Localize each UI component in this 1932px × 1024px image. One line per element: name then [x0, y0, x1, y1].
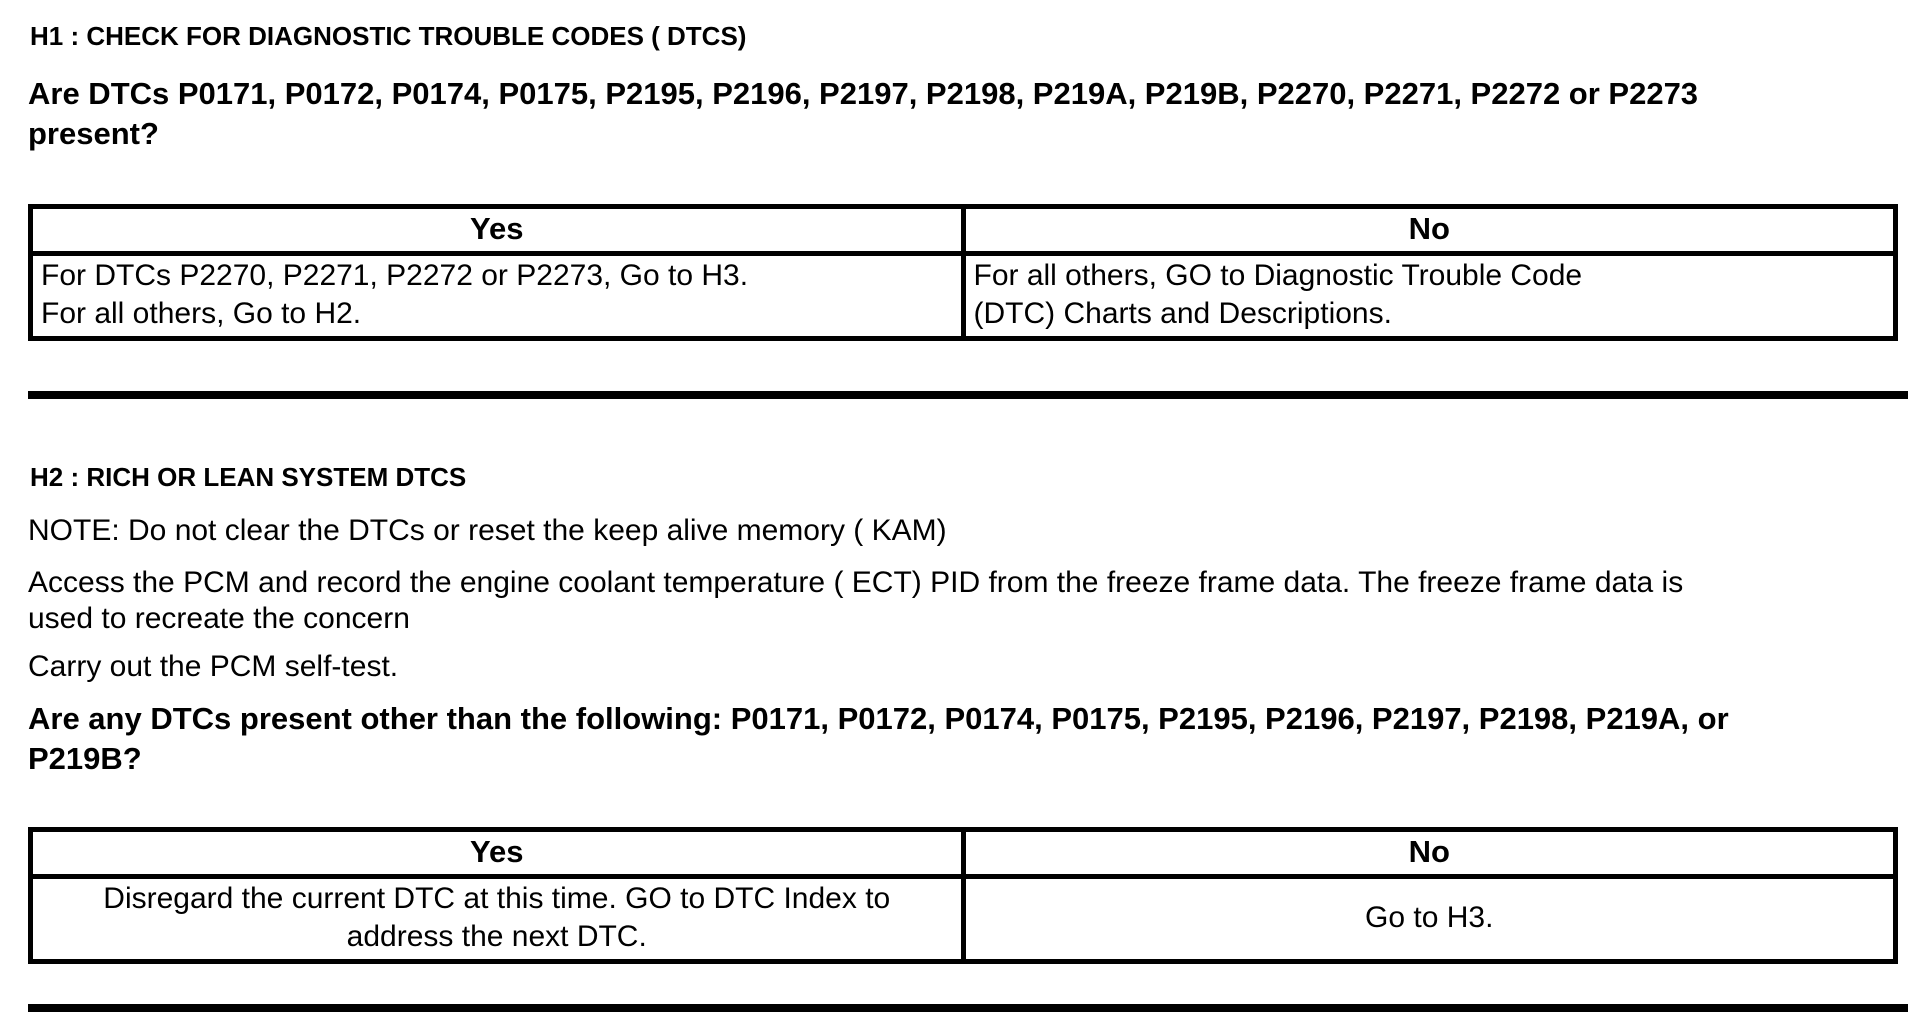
h2-no-action-cell: Go to H3.	[963, 877, 1896, 962]
section-divider-2	[28, 1004, 1908, 1012]
h2-decision-table	[28, 827, 1898, 964]
h2-yes-action-cell	[31, 877, 964, 962]
h1-decision-table	[28, 204, 1898, 341]
h2-note: NOTE: Do not clear the DTCs or reset the keep alive memory ( KAM)	[28, 514, 947, 547]
h2-yes-action-line-1: Disregard the current DTC at this time. GO to DTC Index to	[103, 882, 891, 915]
h1-table-action-row	[31, 254, 1896, 339]
h1-no-action-cell	[963, 254, 1896, 339]
h2-yes-column-header: Yes	[31, 830, 964, 877]
h2-question-line-1: Are any DTCs present other than the following: P0171, P0172, P0174, P0175, P2195, P2196, P2197, P2198, P219A, or	[28, 701, 1729, 736]
h2-carry-out-step: Carry out the PCM self-test.	[28, 650, 399, 683]
h1-no-action-line-2: (DTC) Charts and Descriptions.	[973, 297, 1392, 330]
h2-access-paragraph	[28, 565, 1908, 637]
h1-question-line-2: present?	[28, 116, 159, 151]
h1-yes-action-cell	[31, 254, 964, 339]
h1-section-heading: H1 : CHECK FOR DIAGNOSTIC TROUBLE CODES ( DTCS)	[30, 21, 747, 51]
h2-access-line-1: Access the PCM and record the engine coolant temperature ( ECT) PID from the freeze frame data. The freeze frame data is	[28, 566, 1684, 599]
h2-table-header-row	[31, 830, 1896, 877]
h2-question	[28, 699, 1908, 779]
h2-access-line-2: used to recreate the concern	[28, 602, 410, 635]
h1-question	[28, 74, 1908, 154]
h1-yes-action-line-2: For all others, Go to H2.	[41, 297, 362, 330]
h1-no-column-header: No	[963, 207, 1896, 254]
h1-yes-action-line-1: For DTCs P2270, P2271, P2272 or P2273, Go to H3.	[41, 259, 749, 292]
section-h1	[28, 20, 1908, 399]
h2-no-column-header: No	[963, 830, 1896, 877]
h1-question-line-1: Are DTCs P0171, P0172, P0174, P0175, P2195, P2196, P2197, P2198, P219A, P219B, P2270, P2271, P2272 or P2273	[28, 76, 1699, 111]
h2-question-line-2: P219B?	[28, 741, 142, 776]
h1-no-action-line-1: For all others, GO to Diagnostic Trouble Code	[973, 259, 1583, 292]
h2-section-heading: H2 : RICH OR LEAN SYSTEM DTCS	[30, 462, 467, 492]
h2-table-action-row	[31, 877, 1896, 962]
h2-yes-action-line-2: address the next DTC.	[346, 920, 647, 953]
h1-table-header-row	[31, 207, 1896, 254]
section-divider-1	[28, 391, 1908, 399]
section-h2	[28, 461, 1908, 1012]
h1-yes-column-header: Yes	[31, 207, 964, 254]
